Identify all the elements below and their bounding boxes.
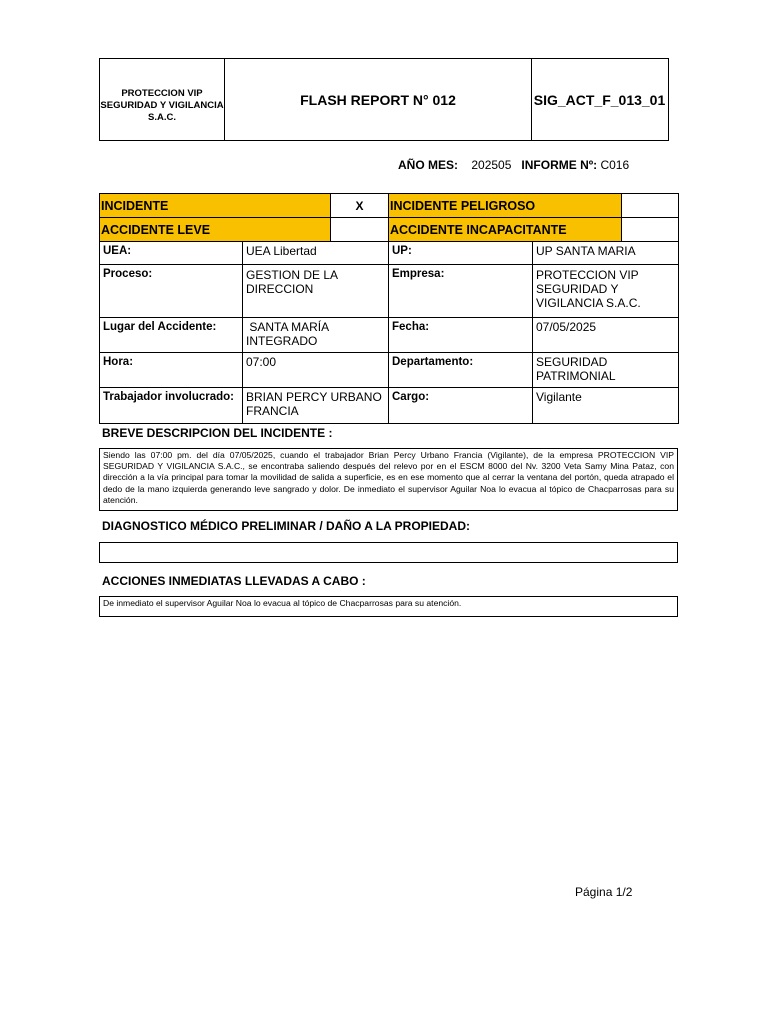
hora-row <box>100 353 679 388</box>
classification-row-1 <box>100 194 679 218</box>
report-header <box>99 58 669 141</box>
trabajador-label: Trabajador involucrado: <box>100 388 243 424</box>
report-no-label: INFORME Nº: <box>521 158 598 172</box>
cargo-value: Vigilante <box>533 388 679 424</box>
company-name: PROTECCION VIP SEGURIDAD Y VIGILANCIA S.A.C. <box>100 59 225 140</box>
accidente-incapacitante-label: ACCIDENTE INCAPACITANTE <box>389 218 622 242</box>
uea-value: UEA Libertad <box>243 242 389 265</box>
trabajador-row <box>100 388 679 424</box>
fecha-value: 07/05/2025 <box>533 318 679 353</box>
diagnosis-title: DIAGNOSTICO MÉDICO PRELIMINAR / DAÑO A LA PROPIEDAD: <box>102 519 471 533</box>
uea-label: UEA: <box>100 242 243 265</box>
empresa-label: Empresa: <box>389 265 533 318</box>
lugar-row <box>100 318 679 353</box>
diagnosis-text <box>99 542 678 563</box>
report-title: FLASH REPORT N° 012 <box>225 59 532 140</box>
description-title: BREVE DESCRIPCION DEL INCIDENTE : <box>102 426 333 440</box>
lugar-label: Lugar del Accidente: <box>100 318 243 353</box>
departamento-value: SEGURIDAD PATRIMONIAL <box>533 353 679 388</box>
report-meta <box>398 158 629 172</box>
lugar-value: SANTA MARÍA INTEGRADO <box>243 318 389 353</box>
form-code: SIG_ACT_F_013_01 <box>533 91 666 108</box>
departamento-label: Departamento: <box>389 353 533 388</box>
cargo-label: Cargo: <box>389 388 533 424</box>
empresa-value: PROTECCION VIP SEGURIDAD Y VIGILANCIA S.A.C. <box>533 265 679 318</box>
uea-row <box>100 242 679 265</box>
classification-row-2 <box>100 218 679 242</box>
incidente-mark: X <box>331 194 389 218</box>
fecha-label: Fecha: <box>389 318 533 353</box>
actions-title: ACCIONES INMEDIATAS LLEVADAS A CABO : <box>102 574 366 588</box>
up-value: UP SANTA MARIA <box>533 242 679 265</box>
description-text: Siendo las 07:00 pm. del día 07/05/2025, cuando el trabajador Brian Percy Urbano Francia (Vigilante), de la empresa PROTECCION VIP SEGURIDAD Y VIGILANCIA S.A.C., se encontraba saliendo después del relevo por en el ESCM 8000 del Nv. 3200 Veta Samy Mina Pataz, con dirección a la vía principal para tomar la movilidad de salida a superficie, es en ese momento que al cerrar la ventana del portón, queda atrapado el dedo de la mano izquierda generando leve sangrado y dolor. De inmediato el supervisor Aguilar Noa lo evacua al tópico de Chacparrosas para su atención. <box>99 448 678 511</box>
incidente-peligroso-label: INCIDENTE PELIGROSO <box>389 194 622 218</box>
accidente-leve-mark <box>331 218 389 242</box>
report-no-value: C016 <box>600 158 630 172</box>
incidente-peligroso-mark <box>622 194 679 218</box>
up-label: UP: <box>389 242 533 265</box>
proceso-value: GESTION DE LA DIRECCION <box>243 265 389 318</box>
proceso-label: Proceso: <box>100 265 243 318</box>
accidente-incapacitante-mark <box>622 218 679 242</box>
hora-value: 07:00 <box>243 353 389 388</box>
proceso-row <box>100 265 679 318</box>
year-month-value: 202505 <box>471 158 512 172</box>
incidente-label: INCIDENTE <box>100 194 331 218</box>
actions-text: De inmediato el supervisor Aguilar Noa lo evacua al tópico de Chacparrosas para su atención. <box>99 596 678 617</box>
trabajador-value: BRIAN PERCY URBANO FRANCIA <box>243 388 389 424</box>
page-number: Página 1/2 <box>575 885 633 899</box>
incident-table <box>99 193 679 424</box>
year-month-label: AÑO MES: <box>398 158 458 172</box>
accidente-leve-label: ACCIDENTE LEVE <box>100 218 331 242</box>
hora-label: Hora: <box>100 353 243 388</box>
